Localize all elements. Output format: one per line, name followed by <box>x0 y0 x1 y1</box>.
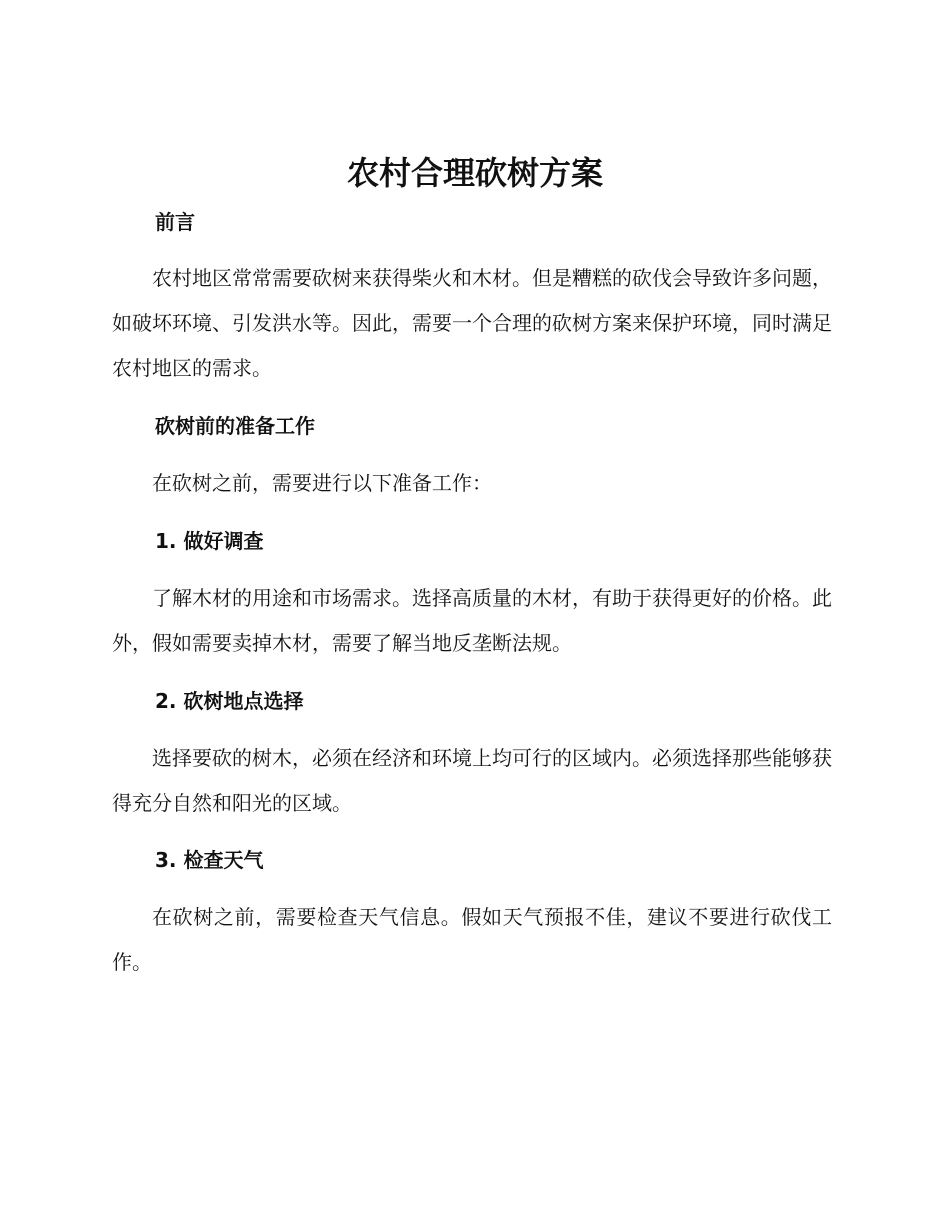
section-paragraph-preparation: 在砍树之前，需要进行以下准备工作： <box>152 471 492 495</box>
section-paragraph-site-selection: 选择要砍的树木，必须在经济和环境上均可行的区域内。必须选择那些能够获得充分自然和阳光的区域。 <box>112 746 832 815</box>
section-paragraph-preface: 农村地区常常需要砍树来获得柴火和木材。但是糟糕的砍伐会导致许多问题，如破坏环境、引发洪水等。因此，需要一个合理的砍树方案来保护环境，同时满足农村地区的需求。 <box>112 266 832 380</box>
section-paragraph-survey: 了解木材的用途和市场需求。选择高质量的木材，有助于获得更好的价格。此外，假如需要卖掉木材，需要了解当地反垄断法规。 <box>112 586 832 655</box>
section-heading-survey: 1. 做好调查 <box>155 529 264 553</box>
section-heading-preparation: 砍树前的准备工作 <box>155 414 315 438</box>
section-heading-preface: 前言 <box>155 210 195 234</box>
section-heading-weather: 3. 检查天气 <box>155 848 264 872</box>
section-heading-site-selection: 2. 砍树地点选择 <box>155 689 304 713</box>
section-paragraph-weather: 在砍树之前，需要检查天气信息。假如天气预报不佳，建议不要进行砍伐工作。 <box>112 905 832 974</box>
document-title: 农村合理砍树方案 <box>346 154 603 192</box>
